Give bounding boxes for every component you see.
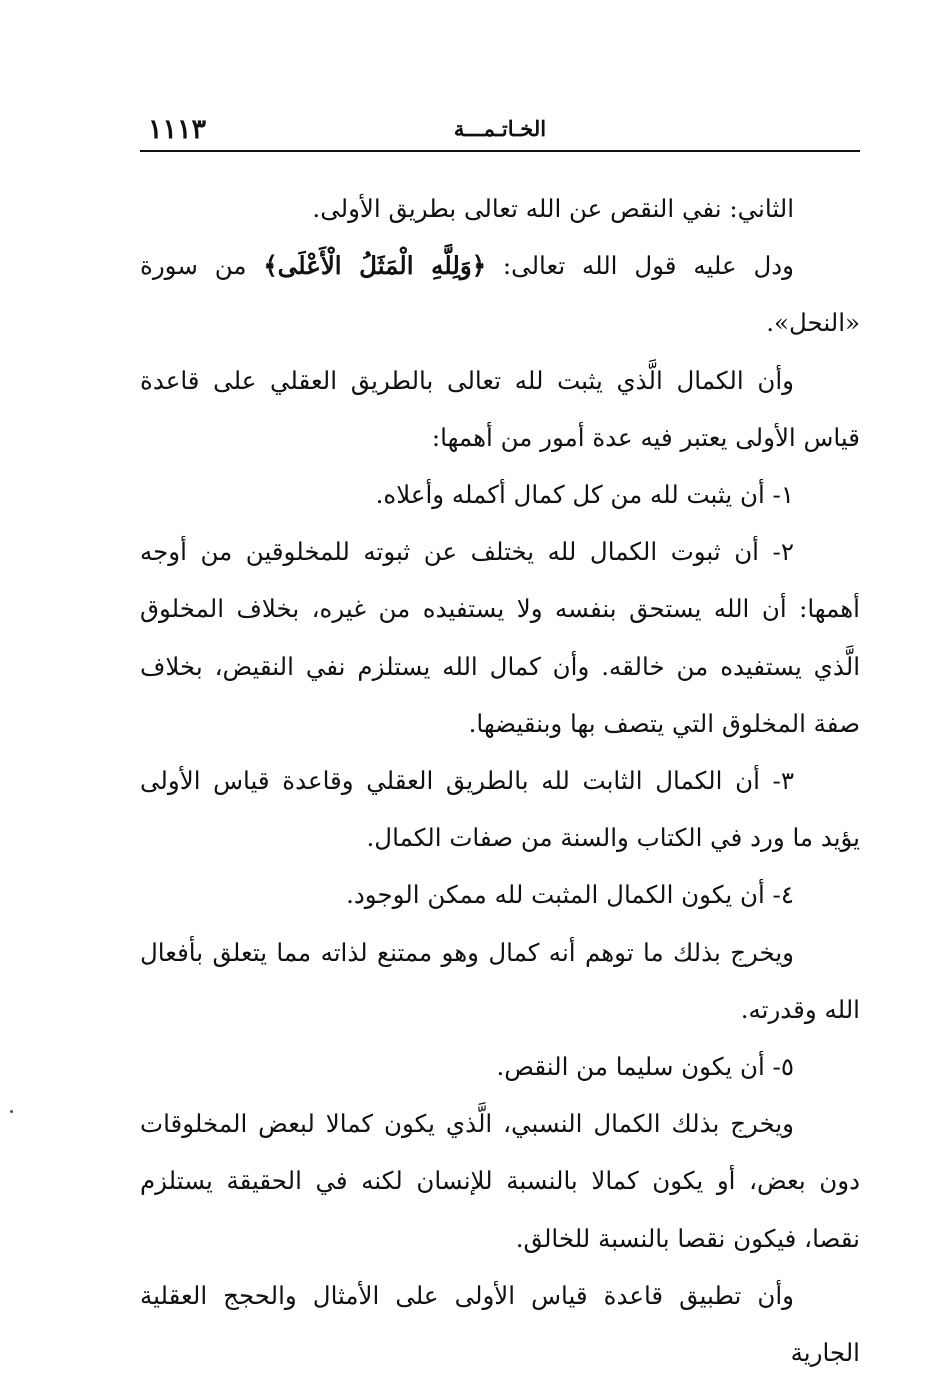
running-title: الخـاتـمـــة <box>453 116 547 141</box>
list-item-1: ١- أن يثبت لله من كل كمال أكمله وأعلاه. <box>375 480 794 510</box>
list-item-5: ٥- أن يكون سليما من النقص. <box>496 1052 794 1082</box>
paragraph-quran-evidence <box>140 237 860 351</box>
quran-verse: ﴿وَلِلَّهِ الْمَثَلُ الْأَعْلَى﴾ <box>263 251 487 281</box>
page-header <box>140 108 860 154</box>
list-item-4: ٤- أن يكون الكمال المثبت لله ممكن الوجود. <box>346 880 794 910</box>
scan-speck <box>10 1110 13 1113</box>
paragraph-application: وأن تطبيق قاعدة قياس الأولى على الأمثال والحجج العقلية الجارية <box>140 1280 860 1368</box>
paragraph-second-point: الثاني: نفي النقص عن الله تعالى بطريق الأولى. <box>312 194 794 223</box>
list-item-3: ٣- أن الكمال الثابت لله بالطريق العقلي وقاعدة قياس الأولى يؤيد ما ورد في الكتاب والسنة من صفات الكمال. <box>140 766 860 853</box>
verse-source: من سورة «النحل». <box>140 251 860 338</box>
paragraph-rational-perfection: وأن الكمال الَّذي يثبت لله تعالى بالطريق العقلي على قاعدة قياس الأولى يعتبر فيه عدة أمور من أهمها: <box>140 365 860 452</box>
list-item-2: ٢- أن ثبوت الكمال لله يختلف عن ثبوته للمخلوقين من أوجه أهمها: أن الله يستحق بنفسه ولا يستفيده من غيره، بخلاف المخلوق الَّذي يستفيده من خالقه. وأن كمال الله يستلزم نفي النقيض، بخلاف صفة المخلوق التي يتصف بها وبنقيضها. <box>140 537 860 738</box>
header-divider <box>140 150 860 152</box>
paragraph-item-5-note: ويخرج بذلك الكمال النسبي، الَّذي يكون كمالا لبعض المخلوقات دون بعض، أو يكون كمالا بالنسبة للإنسان لكنه في الحقيقة يستلزم نقصا، فيكون نقصا بالنسبة للخالق. <box>140 1109 860 1253</box>
page-body <box>140 180 860 1381</box>
evidence-intro: ودل عليه قول الله تعالى: <box>486 251 794 281</box>
page-number: ١١١٣ <box>148 114 207 145</box>
paragraph-item-4-note: ويخرج بذلك ما توهم أنه كمال وهو ممتنع لذاته مما يتعلق بأفعال الله وقدرته. <box>140 937 860 1024</box>
